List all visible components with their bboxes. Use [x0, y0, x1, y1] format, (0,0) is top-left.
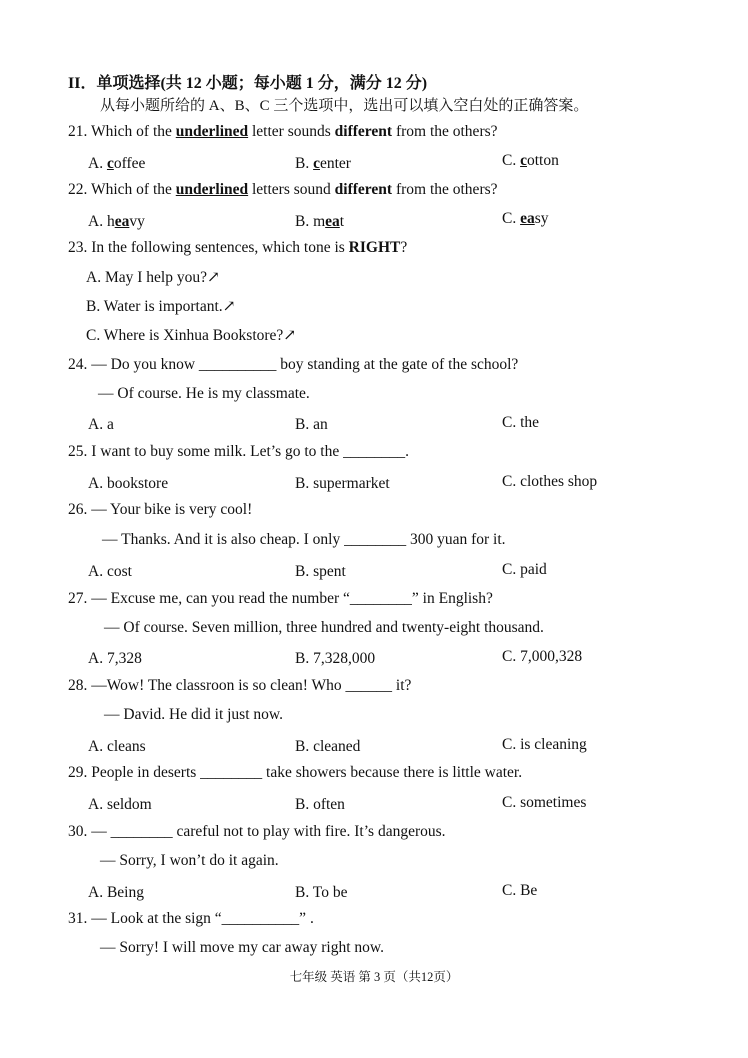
- q21-stem: 21. Which of the underlined letter sounds different from the others?: [68, 123, 498, 140]
- q27-reply: — Of course. Seven million, three hundred and twenty-eight thousand.: [104, 619, 544, 636]
- q29-option-b: B. often: [295, 796, 345, 813]
- q25-option-c: C. clothes shop: [502, 473, 598, 490]
- q30-option-c: C. Be: [502, 882, 538, 899]
- page-footer: 七年级 英语 第 3 页（共12页）: [289, 970, 459, 984]
- q25-option-b: B. supermarket: [295, 475, 390, 492]
- q24-stem: 24. — Do you know __________ boy standing at the gate of the school?: [68, 356, 519, 373]
- section-instruction: 从每小题所给的 A、B、C 三个选项中，选出可以填入空白处的正确答案。: [100, 98, 589, 114]
- q29-option-c: C. sometimes: [502, 794, 587, 811]
- q29-option-a: A. seldom: [88, 796, 152, 813]
- q28-reply: — David. He did it just now.: [104, 706, 283, 723]
- q26-option-b: B. spent: [295, 563, 346, 580]
- q28-option-a: A. cleans: [88, 738, 146, 755]
- q22-option-a: A. heavy: [88, 213, 145, 230]
- q22-option-c: C. easy: [502, 210, 549, 227]
- q26-stem: 26. — Your bike is very cool!: [68, 501, 253, 518]
- q27-option-a: A. 7,328: [88, 650, 142, 667]
- q23-option-c: C. Where is Xinhua Bookstore?↗: [86, 327, 297, 344]
- q27-option-c: C. 7,000,328: [502, 648, 583, 665]
- q30-reply: — Sorry, I won’t do it again.: [100, 852, 279, 869]
- q21-option-a: A. coffee: [88, 155, 146, 172]
- q25-stem: 25. I want to buy some milk. Let’s go to the ________.: [68, 443, 409, 460]
- q28-stem: 28. —Wow! The classroon is so clean! Who ______ it?: [68, 677, 412, 694]
- q30-stem: 30. — ________ careful not to play with fire. It’s dangerous.: [68, 823, 446, 840]
- q30-option-a: A. Being: [88, 884, 144, 901]
- q24-reply: — Of course. He is my classmate.: [98, 385, 310, 402]
- q24-option-b: B. an: [295, 416, 328, 433]
- q23-option-b: B. Water is important.↗: [86, 298, 236, 315]
- q30-option-b: B. To be: [295, 884, 348, 901]
- q21-option-c: C. cotton: [502, 152, 559, 169]
- q27-stem: 27. — Excuse me, can you read the number “________” in English?: [68, 590, 493, 607]
- q24-option-a: A. a: [88, 416, 114, 433]
- q24-option-c: C. the: [502, 414, 540, 431]
- q25-option-a: A. bookstore: [88, 475, 169, 492]
- q28-option-c: C. is cleaning: [502, 736, 587, 753]
- q23-stem: 23. In the following sentences, which tone is RIGHT?: [68, 239, 408, 256]
- q31-reply: — Sorry! I will move my car away right now.: [100, 939, 384, 956]
- q26-option-c: C. paid: [502, 561, 547, 578]
- q22-stem: 22. Which of the underlined letters sound different from the others?: [68, 181, 498, 198]
- q31-stem: 31. — Look at the sign “__________” .: [68, 910, 314, 927]
- q27-option-b: B. 7,328,000: [295, 650, 376, 667]
- q29-stem: 29. People in deserts ________ take showers because there is little water.: [68, 764, 523, 781]
- q23-option-a: A. May I help you?↗: [86, 269, 220, 286]
- q26-reply: — Thanks. And it is also cheap. I only ________ 300 yuan for it.: [102, 531, 506, 548]
- q22-option-b: B. meat: [295, 213, 345, 230]
- q21-option-b: B. center: [295, 155, 351, 172]
- section-title: II．单项选择(共 12 小题；每小题 1 分，满分 12 分): [68, 75, 428, 92]
- q26-option-a: A. cost: [88, 563, 132, 580]
- q28-option-b: B. cleaned: [295, 738, 361, 755]
